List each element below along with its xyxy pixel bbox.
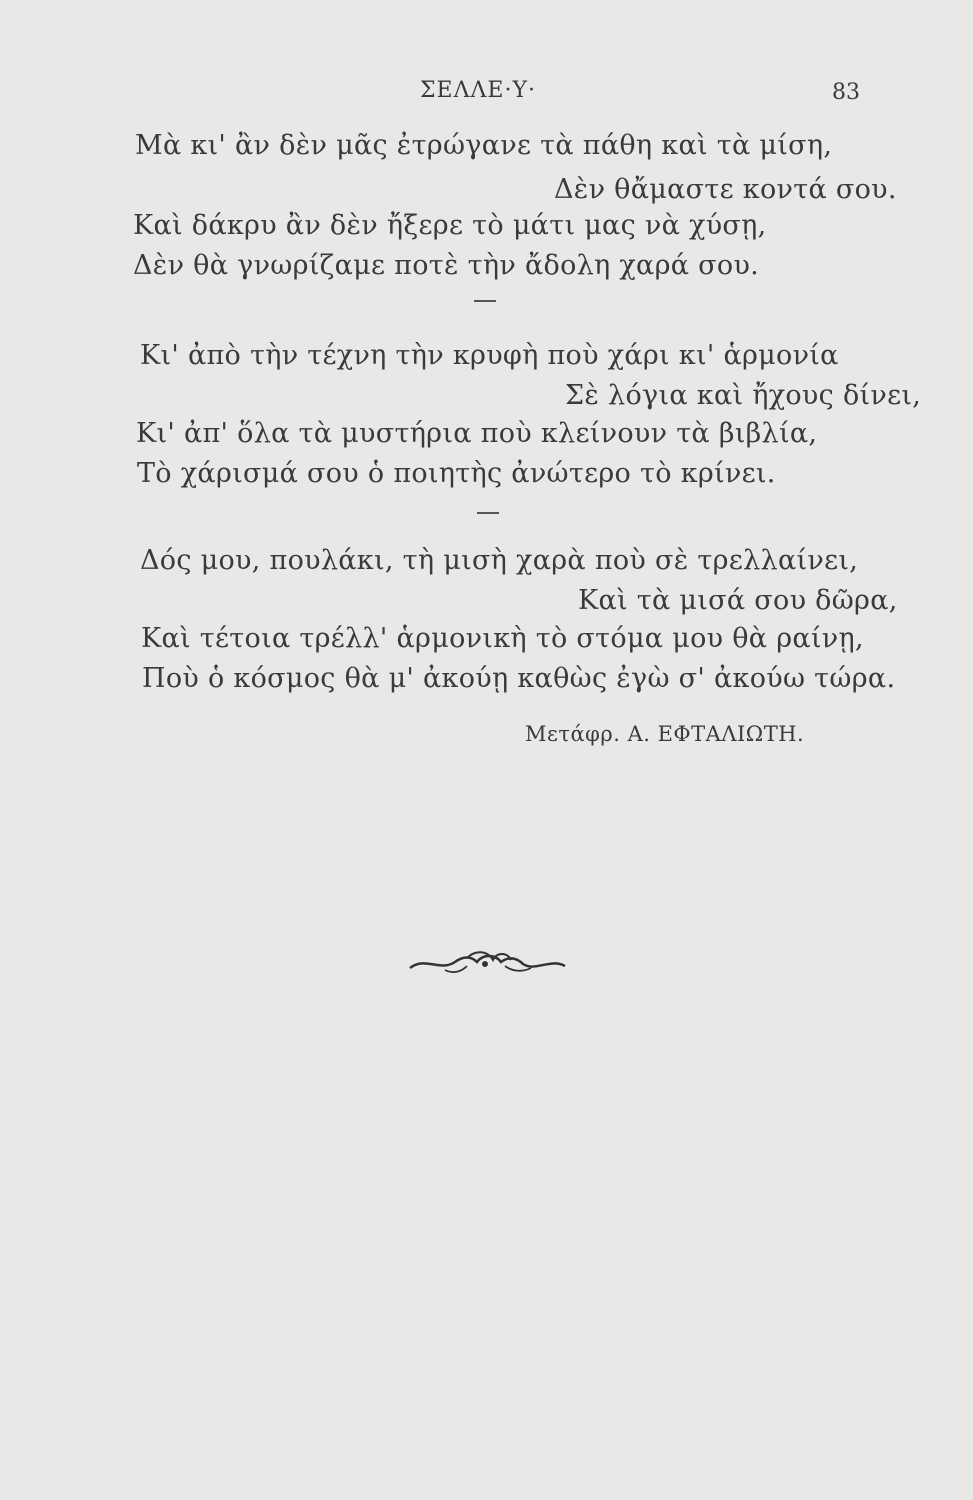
- poem-line: Καὶ τὰ μισά σου δῶρα,: [578, 585, 898, 616]
- poem-line: Καὶ τέτοια τρέλλ' ἁρμονικὴ τὸ στόμα μου θὰ ραίνῃ,: [141, 623, 864, 654]
- poem-line: Τὸ χάρισμά σου ὁ ποιητὴς ἀνώτερο τὸ κρίνει.: [137, 458, 776, 489]
- poem-line: Μὰ κι' ἂν δὲν μᾶς ἐτρώγανε τὰ πάθη καὶ τὰ μίση,: [135, 130, 833, 161]
- running-header: ΣΕΛΛΕ·Υ·: [420, 78, 536, 103]
- poem-line: Σὲ λόγια καὶ ἤχους δίνει,: [565, 380, 922, 411]
- poem-line: Ποὺ ὁ κόσμος θὰ μ' ἀκούῃ καθὼς ἐγὼ σ' ἀκούω τώρα.: [142, 663, 896, 694]
- poem-line: Κι' ἀπὸ τὴν τέχνη τὴν κρυφὴ ποὺ χάρι κι' ἁρμονία: [140, 340, 839, 371]
- poem-line: Δὲν θὰ γνωρίζαμε ποτὲ τὴν ἄδολη χαρά σου.: [133, 250, 760, 281]
- stanza-separator: [474, 300, 496, 302]
- translator-signature: Μετάφρ. Α. ΕΦΤΑΛΙΩΤΗ.: [525, 722, 805, 746]
- poem-line: Δός μου, πουλάκι, τὴ μισὴ χαρὰ ποὺ σὲ τρελλαίνει,: [140, 545, 859, 576]
- poem-line: Καὶ δάκρυ ἂν δὲν ἤξερε τὸ μάτι μας νὰ χύσῃ,: [133, 210, 767, 241]
- stanza-separator: [477, 512, 499, 514]
- poem-line: Κι' ἀπ' ὅλα τὰ μυστήρια ποὺ κλείνουν τὰ βιβλία,: [136, 418, 818, 449]
- decorative-flourish-icon: [405, 948, 570, 982]
- poem-line: Δὲν θἄμαστε κοντά σου.: [554, 174, 897, 205]
- page-number: 83: [832, 80, 860, 105]
